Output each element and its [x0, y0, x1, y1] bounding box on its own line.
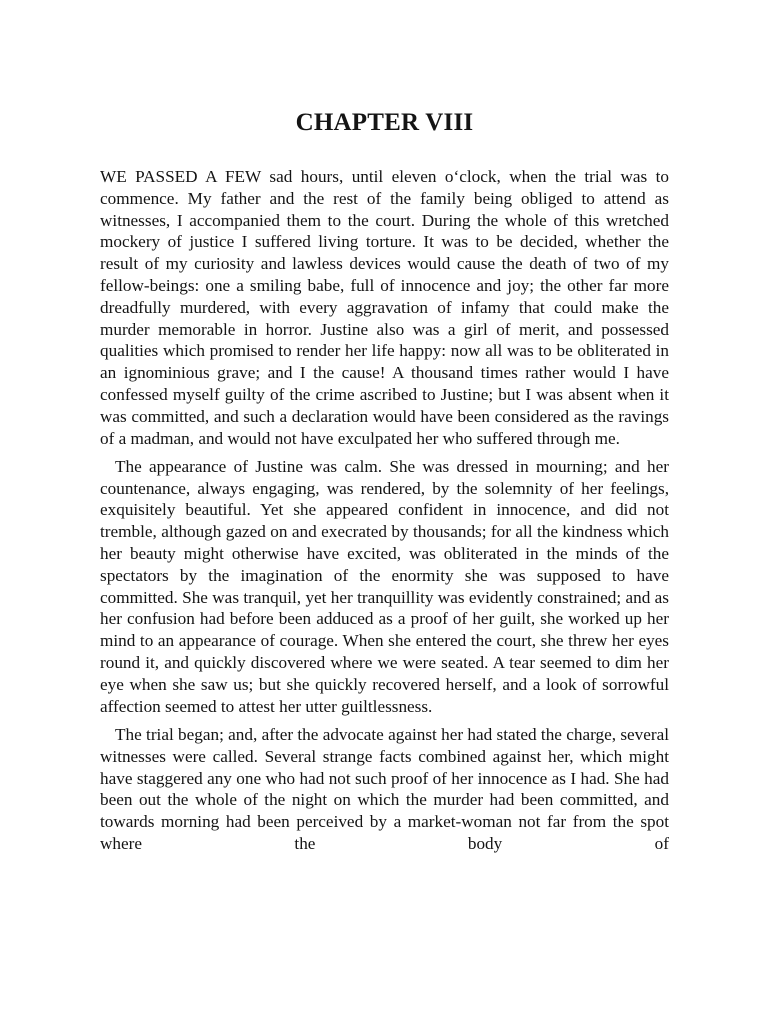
paragraph-1: WE PASSED A FEW sad hours, until eleven o‘clock, when the trial was to commence. My father and the rest of the family being obliged to attend as witnesses, I accompanied them to the court. During the whole of this wretched mockery of justice I suffered living torture. It was to be decided, whether the result of my curiosity and lawless devices would cause the death of two of my fellow-beings: one a smiling babe, full of innocence and joy; the other far more dreadfully murdered, with every aggravation of infamy that could make the murder memorable in horror. Justine also was a girl of merit, and possessed qualities which promised to render her life happy: now all was to be obliterated in an ignominious grave; and I the cause! A thousand times rather would I have confessed myself guilty of the crime ascribed to Justine; but I was absent when it was committed, and such a declaration would have been considered as the ravings of a madman, and would not have exculpated her who suffered through me. [100, 167, 669, 448]
paragraph-3: The trial began; and, after the advocate against her had stated the charge, several witnesses were called. Several strange facts combined against her, which might have staggered any one who had not such proof of her innocence as I had. She had been out the whole of the night on which the murder had been committed, and towards morning had been perceived by a market-woman not far from the spot where the body of [100, 724, 669, 853]
book-page [100, 0, 669, 1024]
paragraph-2: The appearance of Justine was calm. She was dressed in mourning; and her countenance, always engaging, was rendered, by the solemnity of her feelings, exquisitely beautiful. Yet she appeared confident in innocence, and did not tremble, although gazed on and execrated by thousands; for all the kindness which her beauty might otherwise have excited, was obliterated in the minds of the spectators by the imagination of the enormity she was supposed to have committed. She was tranquil, yet her tranquillity was evidently constrained; and as her confusion had before been adduced as a proof of her guilt, she worked up her mind to an appearance of courage. When she entered the court, she threw her eyes round it, and quickly discovered where we were seated. A tear seemed to dim her eye when she saw us; but she quickly recovered herself, and a look of sorrowful affection seemed to attest her utter guiltlessness. [100, 456, 669, 716]
chapter-body [100, 166, 669, 855]
chapter-title: CHAPTER VIII [295, 109, 474, 136]
